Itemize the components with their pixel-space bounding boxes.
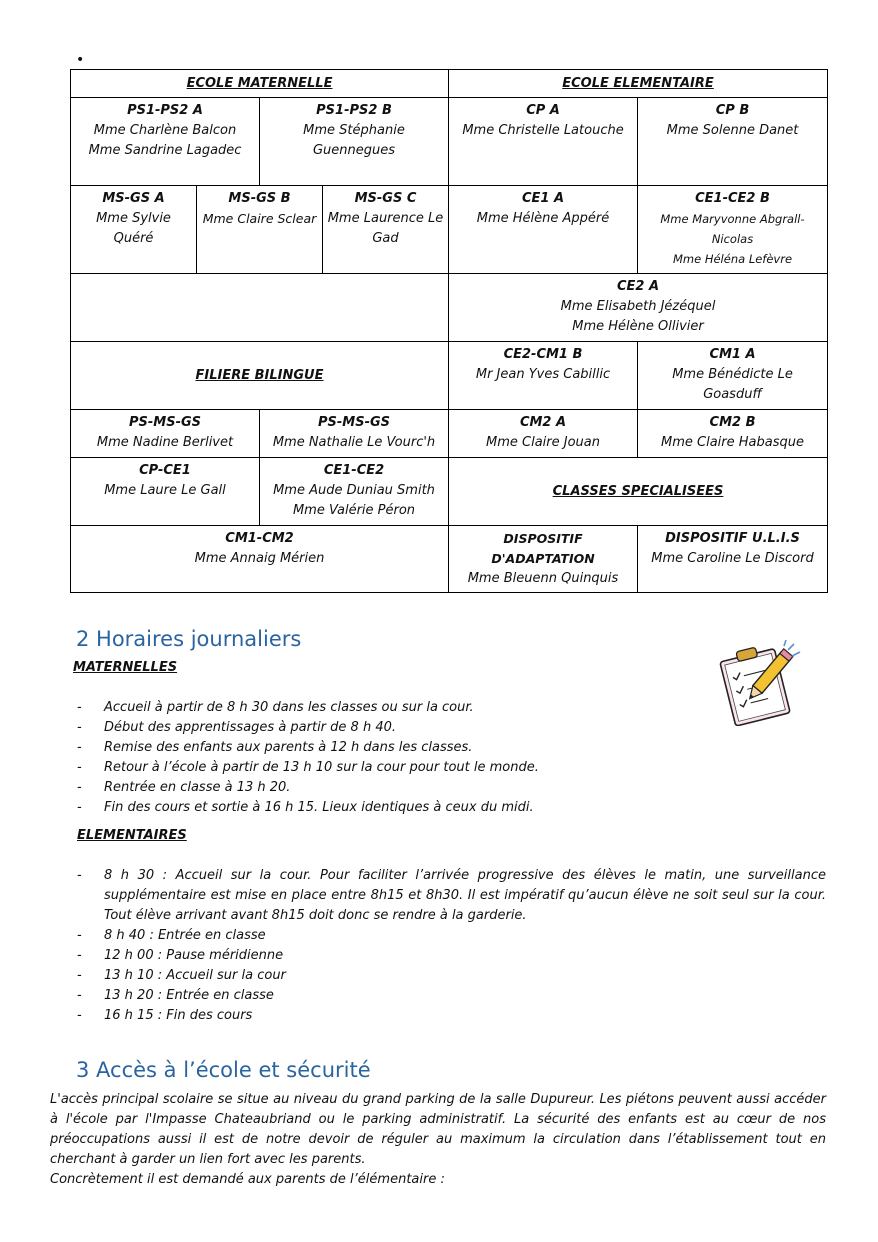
class-name: PS1-PS2 A — [127, 103, 203, 118]
class-name: CE1-CE2 — [323, 463, 385, 478]
class-cell-cp-a — [449, 98, 638, 186]
class-cell-ms-gs-c — [323, 186, 449, 274]
class-cell-ce1-ce2 — [260, 458, 449, 526]
teacher-name: Mme Hélène Appéré — [476, 211, 610, 226]
list-item: - Début des apprentissages à partir de 8 h 40. — [74, 718, 794, 738]
teacher-name: Mme Charlène Balcon — [93, 123, 237, 138]
teacher-name: Gad — [372, 231, 399, 246]
teacher-name: Mme Nathalie Le Vourc'h — [272, 435, 436, 450]
elementaires-label: ELEMENTAIRES — [77, 828, 187, 843]
class-cell-dispositif-ulis — [638, 526, 828, 593]
teacher-name: Mr Jean Yves Cabillic — [475, 367, 611, 382]
list-item: - 12 h 00 : Pause méridienne — [74, 946, 826, 966]
teacher-name: Mme Maryvonne Abgrall- — [660, 212, 805, 226]
class-cell-cm1-a — [638, 342, 828, 410]
teacher-name: Mme Annaig Mérien — [194, 551, 325, 566]
class-cell-cm1-cm2 — [71, 526, 449, 593]
class-cell-ms-gs-b — [197, 186, 323, 274]
class-cell-dispositif-adaptation — [449, 526, 638, 593]
teacher-name: Mme Christelle Latouche — [462, 123, 624, 138]
table-row — [71, 274, 828, 342]
teacher-name: Mme Hélène Ollivier — [572, 319, 704, 334]
class-name: MS-GS A — [102, 191, 165, 206]
class-name: DISPOSITIF U.L.I.S — [665, 531, 800, 546]
class-cell-cm2-b — [638, 410, 828, 458]
teacher-name: Mme Caroline Le Discord — [651, 551, 814, 566]
section-3-title: 3 Accès à l’école et sécurité — [76, 1058, 371, 1082]
list-item: - 8 h 30 : Accueil sur la cour. Pour faciliter l’arrivée progressive des élèves le matin, une surveillance supplémentaire est mise en place entre 8h15 et 8h30. Il est impératif qu’aucun élève ne soit seul sur la cour. Tout élève arrivant avant 8h15 doit donc se rendre à la garderie. — [74, 866, 826, 926]
class-cell-ce1-ce2-b — [638, 186, 828, 274]
table-row — [71, 98, 828, 186]
class-cell-cp-b — [638, 98, 828, 186]
class-name: MS-GS C — [354, 191, 417, 206]
classes-specialisees-label: CLASSES SPECIALISEES — [449, 458, 828, 526]
list-item: - Accueil à partir de 8 h 30 dans les classes ou sur la cour. — [74, 698, 794, 718]
header-maternelle: ECOLE MATERNELLE — [71, 70, 449, 98]
section-2-title: 2 Horaires journaliers — [76, 627, 302, 651]
class-name: MS-GS B — [228, 191, 291, 206]
class-name: CE2 A — [616, 279, 660, 294]
class-name: CM1 A — [709, 347, 756, 362]
bullet-dot-icon: • — [76, 52, 85, 68]
teacher-name: Mme Laure Le Gall — [104, 483, 226, 498]
class-name: PS-MS-GS — [128, 415, 201, 430]
maternelles-label: MATERNELLES — [73, 660, 178, 675]
classes-table — [70, 69, 828, 593]
list-item: - 16 h 15 : Fin des cours — [74, 1006, 826, 1026]
class-name: CM2 B — [709, 415, 756, 430]
teacher-name: Mme Elisabeth Jézéquel — [560, 299, 716, 314]
teacher-name: Mme Solenne Danet — [666, 123, 799, 138]
class-name: CP A — [526, 103, 560, 118]
list-item: - Remise des enfants aux parents à 12 h dans les classes. — [74, 738, 794, 758]
access-paragraph: L'accès principal scolaire se situe au niveau du grand parking de la salle Dupureur. Les piétons peuvent aussi accéder à l'école par l'Impasse Chateaubriand ou le parking administratif. La sécurité des enfants est au cœur de nos préoccupations aussi il est de notre devoir de réguler au maximum la circulation dans l’établissement tout en cherchant à garder un lien fort avec les parents. — [50, 1092, 826, 1167]
access-last-line: Concrètement il est demandé aux parents de l’élémentaire : — [50, 1172, 445, 1187]
teacher-name: Quéré — [113, 231, 154, 246]
class-cell-ps1-ps2-b — [260, 98, 449, 186]
teacher-name: Mme Laurence Le — [327, 211, 444, 226]
teacher-name: Mme Héléna Lefèvre — [672, 252, 793, 266]
class-name: CE2-CM1 B — [503, 347, 583, 362]
class-cell-ce2-cm1-b — [449, 342, 638, 410]
list-item: - 13 h 20 : Entrée en classe — [74, 986, 826, 1006]
class-name: CP B — [715, 103, 750, 118]
teacher-name: Mme Valérie Péron — [292, 503, 416, 518]
table-row — [71, 186, 828, 274]
list-item: - 8 h 40 : Entrée en classe — [74, 926, 826, 946]
class-name: DISPOSITIF D'ADAPTATION — [491, 531, 595, 566]
maternelles-list — [74, 698, 794, 818]
class-cell-ms-gs-a — [71, 186, 197, 274]
list-item: - Rentrée en classe à 13 h 20. — [74, 778, 794, 798]
empty-cell — [71, 274, 449, 342]
list-item: - 13 h 10 : Accueil sur la cour — [74, 966, 826, 986]
class-cell-cm2-a — [449, 410, 638, 458]
teacher-name: Mme Bénédicte Le — [672, 367, 793, 382]
teacher-name: Guennegues — [312, 143, 396, 158]
class-cell-ce1-a — [449, 186, 638, 274]
class-name: CE1-CE2 B — [695, 191, 770, 206]
teacher-name: Nicolas — [711, 232, 754, 246]
clipboard-pencil-icon — [708, 640, 804, 726]
teacher-name: Mme Claire Jouan — [486, 435, 601, 450]
teacher-name: Mme Claire Habasque — [661, 435, 804, 450]
class-name: CE1 A — [521, 191, 565, 206]
teacher-name: Mme Sandrine Lagadec — [88, 143, 242, 158]
class-cell-ce2-a — [449, 274, 828, 342]
table-row — [71, 458, 828, 526]
teacher-name: Mme Bleuenn Quinquis — [467, 571, 619, 586]
class-cell-ps-ms-gs-1 — [71, 410, 260, 458]
table-row — [71, 342, 828, 410]
table-row — [71, 70, 828, 98]
elementaires-list — [74, 866, 826, 1026]
class-name: CM2 A — [519, 415, 567, 430]
filiere-bilingue-label: FILIERE BILINGUE — [71, 342, 449, 410]
teacher-name: Mme Aude Duniau Smith — [273, 483, 435, 498]
class-cell-ps1-ps2-a — [71, 98, 260, 186]
table-row — [71, 526, 828, 593]
teacher-name: Goasduff — [703, 387, 762, 402]
class-cell-cp-ce1 — [71, 458, 260, 526]
class-name: CM1-CM2 — [225, 531, 294, 546]
teacher-name: Mme Sylvie — [96, 211, 171, 226]
class-name: CP-CE1 — [139, 463, 191, 478]
teacher-name: Mme Nadine Berlivet — [96, 435, 234, 450]
class-name: PS1-PS2 B — [316, 103, 392, 118]
class-cell-ps-ms-gs-2 — [260, 410, 449, 458]
list-item: - Retour à l’école à partir de 13 h 10 sur la cour pour tout le monde. — [74, 758, 794, 778]
teacher-name: Mme Stéphanie — [303, 123, 405, 138]
table-row — [71, 410, 828, 458]
header-elementaire: ECOLE ELEMENTAIRE — [449, 70, 828, 98]
class-name: PS-MS-GS — [318, 415, 391, 430]
list-item: - Fin des cours et sortie à 16 h 15. Lieux identiques à ceux du midi. — [74, 798, 794, 818]
teacher-name: Mme Claire Sclear — [202, 211, 317, 226]
